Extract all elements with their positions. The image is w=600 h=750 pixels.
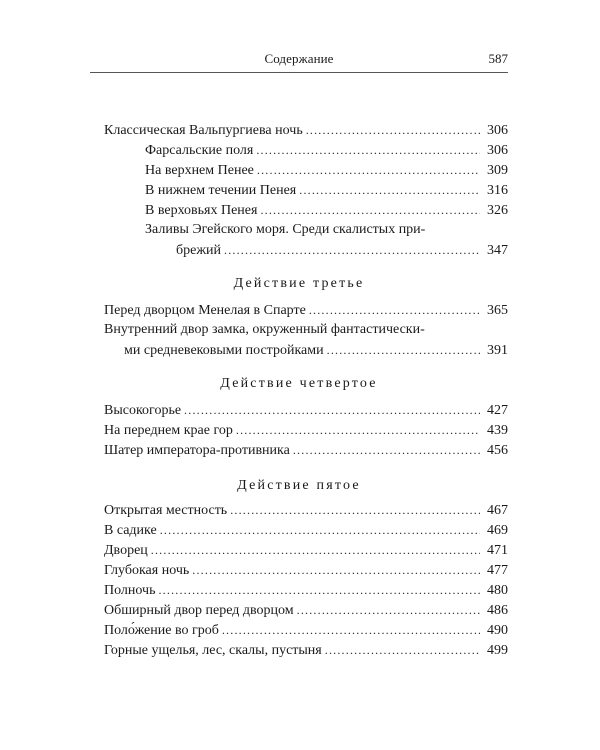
toc-entry-page: 309 (487, 163, 508, 178)
leader-dots (325, 640, 480, 660)
toc-entry (104, 640, 508, 660)
toc-entry-label: В садике (104, 523, 157, 538)
leader-dots (293, 440, 480, 460)
toc-entry-label: Шатер императора-противника (104, 443, 290, 458)
toc-entry-page: 469 (487, 523, 508, 538)
toc-entry-line1: Внутренний двор замка, окруженный фантастически- (104, 322, 425, 337)
toc-subentry (145, 140, 508, 160)
toc-entry (104, 400, 508, 420)
toc-entry-page: 467 (487, 503, 508, 518)
section-heading: Действие пятое (237, 478, 361, 493)
section-heading: Действие четвертое (220, 376, 378, 391)
toc-entry (104, 120, 508, 140)
toc-entry-label: брежий (176, 243, 221, 258)
toc-entry-page: 439 (487, 423, 508, 438)
leader-dots (309, 300, 480, 320)
toc-subentry (145, 180, 508, 200)
toc-subentry (145, 160, 508, 180)
leader-dots (256, 140, 480, 160)
toc-entry-label: Перед дворцом Менелая в Спарте (104, 303, 306, 318)
leader-dots (184, 400, 480, 420)
leader-dots (230, 500, 480, 520)
leader-dots (236, 420, 480, 440)
toc-entry (104, 600, 508, 620)
toc-entry (104, 580, 508, 600)
toc-entry (104, 520, 508, 540)
toc-entry-label: ми средневековыми постройками (124, 343, 324, 358)
toc-entry-label: Полночь (104, 583, 156, 598)
toc-entry (104, 500, 508, 520)
leader-dots (306, 120, 480, 140)
leader-dots (222, 620, 480, 640)
toc-entry-label: В нижнем течении Пенея (145, 183, 297, 198)
toc-entry-page: 347 (487, 243, 508, 258)
header-rule (90, 72, 508, 73)
running-head (90, 51, 508, 71)
toc-entry (104, 420, 508, 440)
toc-entry-label: Дворец (104, 543, 148, 558)
toc-entry (104, 620, 508, 640)
leader-dots (260, 200, 480, 220)
toc-entry-label: Открытая местность (104, 503, 228, 518)
toc-entry-page: 326 (487, 203, 508, 218)
toc-entry-page: 391 (487, 343, 508, 358)
toc-entry (104, 540, 508, 560)
leader-dots (224, 240, 480, 260)
leader-dots (158, 580, 480, 600)
toc-subentry (145, 200, 508, 220)
section-heading: Действие третье (233, 276, 365, 291)
toc-entry-label: В верховьях Пенея (145, 203, 258, 218)
toc-entry-label: На переднем крае гор (104, 423, 233, 438)
toc-entry-label: Высокогорье (104, 403, 182, 418)
toc-entry (104, 440, 508, 460)
leader-dots (297, 600, 480, 620)
toc-entry-page: 471 (487, 543, 508, 558)
toc-entry-label: Фарсальские поля (145, 143, 254, 158)
leader-dots (299, 180, 480, 200)
toc-entry (104, 300, 508, 320)
toc-entry-page: 499 (487, 643, 508, 658)
leader-dots (192, 560, 480, 580)
toc-subentry (176, 240, 508, 260)
toc-entry-page: 486 (487, 603, 508, 618)
toc-entry-page: 306 (487, 143, 508, 158)
toc-entry-page: 306 (487, 123, 508, 138)
toc-entry-page: 480 (487, 583, 508, 598)
leader-dots (257, 160, 480, 180)
toc-subentry-line1: Заливы Эгейского моря. Среди скалистых при- (145, 222, 426, 237)
leader-dots (160, 520, 480, 540)
toc-entry (124, 340, 508, 360)
toc-entry-page: 365 (487, 303, 508, 318)
toc-entry-page: 490 (487, 623, 508, 638)
toc-entry-label: Поло́жение во гроб (104, 623, 219, 638)
running-title: Содержание (264, 51, 334, 66)
toc-entry-label: Горные ущелья, лес, скалы, пустыня (104, 643, 322, 658)
toc-entry-label: Обширный двор перед дворцом (104, 603, 294, 618)
toc-entry-page: 456 (487, 443, 508, 458)
toc-entry (104, 560, 508, 580)
page-number: 587 (488, 51, 508, 66)
toc-entry-label: На верхнем Пенее (145, 163, 254, 178)
leader-dots (151, 540, 480, 560)
toc-entry-label: Глубокая ночь (104, 563, 190, 578)
toc-entry-page: 316 (487, 183, 508, 198)
toc-entry-label: Классическая Вальпургиева ночь (104, 123, 303, 138)
toc-entry-page: 427 (487, 403, 508, 418)
toc-entry-page: 477 (487, 563, 508, 578)
leader-dots (327, 340, 480, 360)
